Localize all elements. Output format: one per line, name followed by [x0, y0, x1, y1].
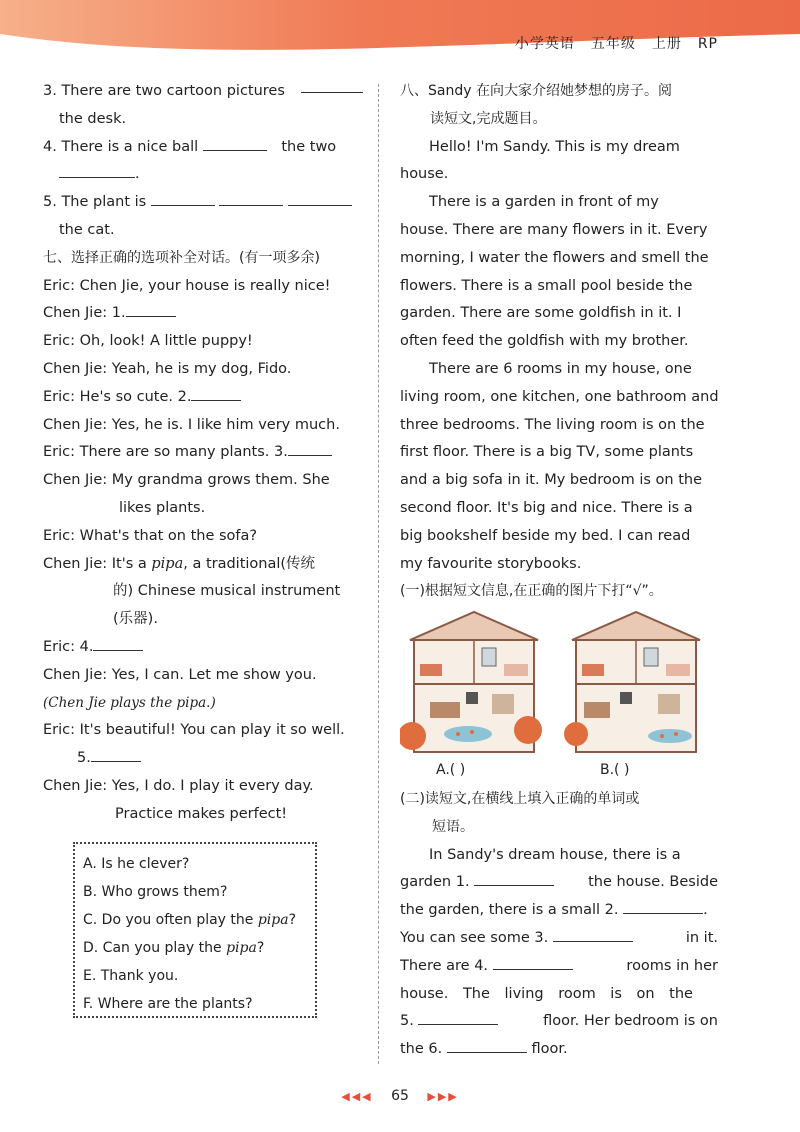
option-b: B. Who grows them? — [83, 884, 228, 900]
answer-blank[interactable] — [151, 191, 215, 206]
subsection-2-title-cont: 短语。 — [432, 818, 474, 835]
passage-line: three bedrooms. The living room is on the — [400, 416, 705, 433]
fill-text: . — [703, 902, 708, 919]
dialogue-line: Chen Jie: Yes, he is. I like him very much. — [43, 416, 340, 433]
fill-line: In Sandy's dream house, there is a — [429, 846, 681, 863]
subsection-1-title: (一)根据短文信息,在正确的图片下打“√”。 — [400, 583, 663, 600]
dialogue-text: Chen Jie: It's a — [43, 555, 152, 572]
dialogue-line — [43, 551, 363, 579]
italic-word: pipa — [226, 940, 257, 956]
option-text: ? — [256, 940, 265, 956]
passage-line: There are 6 rooms in my house, one — [429, 360, 692, 377]
section-8-title-cont: 读短文,完成题目。 — [430, 110, 547, 127]
fill-text: the 6. — [400, 1041, 443, 1058]
dialogue-text: 5. — [77, 750, 91, 767]
dialogue-line: Chen Jie: Yes, I can. Let me show you. — [43, 666, 317, 683]
dialogue-line — [43, 439, 363, 467]
q4-text-cont: the two — [281, 138, 337, 155]
passage-line: morning, I water the flowers and smell the — [400, 249, 709, 266]
fill-text: in it. — [685, 929, 718, 946]
passage-line: and a big sofa in it. My bedroom is on the — [400, 472, 703, 489]
fill-text: the house. Beside — [588, 874, 718, 891]
passage-line: There is a garden in front of my — [429, 194, 659, 211]
fill-line — [400, 897, 718, 925]
header-title — [499, 33, 718, 53]
dialogue-line: Chen Jie: My grandma grows them. She — [43, 472, 330, 489]
passage-line: often feed the goldfish with my brother. — [400, 333, 689, 350]
answer-blank[interactable] — [493, 955, 573, 970]
dialogue-line — [43, 300, 363, 328]
page-footer — [0, 1088, 800, 1104]
header-subject: 小学英语 — [514, 36, 575, 52]
fill-text: garden 1. — [400, 874, 470, 891]
fill-line — [400, 953, 718, 981]
right-column — [400, 78, 718, 606]
q3-text-cont: the desk. — [59, 110, 127, 127]
answer-blank[interactable] — [219, 191, 283, 206]
fill-text: You can see some 3. — [400, 929, 549, 946]
left-column — [43, 78, 363, 829]
option-text: C. Do you often play the — [83, 912, 258, 928]
dialogue-line-cont: 的) Chinese musical instrument — [113, 583, 341, 600]
answer-blank[interactable] — [191, 386, 241, 401]
fill-text: rooms in her — [626, 957, 718, 974]
answer-blank[interactable] — [418, 1010, 498, 1025]
header-volume: 上册 — [651, 36, 682, 52]
answer-blank[interactable] — [288, 441, 332, 456]
option-c — [83, 906, 309, 934]
dialogue-line: Chen Jie: Yes, I do. I play it every day. — [43, 777, 314, 794]
passage-line: Hello! I'm Sandy. This is my dream — [429, 138, 680, 155]
section-7-title: 七、选择正确的选项补全对话。(有一项多余) — [43, 249, 320, 266]
passage-line: big bookshelf beside my bed. I can read — [400, 527, 691, 544]
question-5 — [43, 189, 363, 217]
dialogue-line: Eric: What's that on the sofa? — [43, 527, 258, 544]
prev-arrows-icon: ◀◀◀ — [341, 1090, 373, 1103]
q5-text-cont: the cat. — [59, 221, 115, 238]
passage-line: first floor. There is a big TV, some plants — [400, 444, 694, 461]
house-picture-b[interactable] — [562, 608, 710, 756]
dialogue-line: Eric: Chen Jie, your house is really nice! — [43, 277, 331, 294]
passage-line: garden. There are some goldfish in it. I — [400, 305, 682, 322]
passage-line: my favourite storybooks. — [400, 555, 582, 572]
dialogue-line — [43, 384, 363, 412]
subsection-2-title: (二)读短文,在横线上填入正确的单词或 — [400, 791, 640, 807]
answer-blank[interactable] — [91, 747, 141, 762]
q4-text: 4. There is a nice ball — [43, 138, 199, 155]
option-d — [83, 934, 309, 962]
answer-blank[interactable] — [447, 1038, 527, 1053]
fill-line — [400, 925, 718, 953]
stage-direction: (Chen Jie plays the pipa.) — [43, 694, 216, 711]
answer-blank[interactable] — [126, 302, 176, 317]
fill-line — [400, 1036, 718, 1064]
q3-text: 3. There are two cartoon pictures — [43, 83, 285, 99]
dialogue-line: Eric: It's beautiful! You can play it so well. — [43, 722, 345, 739]
picture-b-label[interactable]: B.( ) — [600, 762, 630, 778]
option-f: F. Where are the plants? — [83, 996, 253, 1012]
dialogue-text: Eric: He's so cute. 2. — [43, 388, 192, 405]
option-e: E. Thank you. — [83, 968, 179, 984]
header-grade: 五年级 — [590, 36, 636, 52]
dialogue-line-cont: (乐器). — [113, 611, 158, 628]
dialogue-line: Chen Jie: Yeah, he is my dog, Fido. — [43, 360, 292, 377]
option-text: D. Can you play the — [83, 940, 227, 956]
fill-text: the garden, there is a small 2. — [400, 902, 619, 919]
q4-line2: . — [43, 161, 363, 189]
dialogue-line-cont: Practice makes perfect! — [115, 805, 288, 822]
header-publisher: RP — [697, 36, 718, 52]
passage-line: house. — [400, 166, 449, 183]
fill-line — [400, 869, 718, 897]
passage-line: flowers. There is a small pool beside the — [400, 277, 693, 294]
answer-blank[interactable] — [623, 899, 703, 914]
answer-blank[interactable] — [288, 191, 352, 206]
next-arrows-icon: ▶▶▶ — [427, 1090, 459, 1103]
answer-blank[interactable] — [203, 136, 267, 151]
fill-text: 5. — [400, 1013, 414, 1030]
fill-text: floor. Her bedroom is on — [543, 1013, 718, 1030]
dialogue-text: Chen Jie: 1. — [43, 305, 126, 322]
answer-blank[interactable] — [301, 78, 363, 93]
dialogue-text: , a traditional(传统 — [183, 555, 316, 572]
passage-line: second floor. It's big and nice. There is a — [400, 499, 693, 516]
question-3 — [43, 78, 363, 106]
dialogue-line — [43, 745, 363, 773]
house-picture-a[interactable] — [400, 608, 548, 756]
dialogue-line: Eric: Oh, look! A little puppy! — [43, 333, 253, 350]
column-divider — [378, 84, 379, 1064]
option-text: ? — [288, 912, 297, 928]
passage-line: house. There are many flowers in it. Every — [400, 221, 708, 238]
passage-line: living room, one kitchen, one bathroom and — [400, 388, 719, 405]
dialogue-line-cont: likes plants. — [119, 499, 206, 516]
fill-in-section — [400, 786, 718, 1064]
picture-a-label[interactable]: A.( ) — [436, 762, 466, 778]
italic-word: pipa — [151, 555, 184, 572]
page-header — [0, 0, 800, 62]
dialogue-text: Eric: There are so many plants. 3. — [43, 444, 288, 461]
answer-blank[interactable] — [474, 871, 554, 886]
question-4 — [43, 134, 363, 162]
options-box — [73, 842, 317, 1018]
q5-text: 5. The plant is — [43, 194, 147, 211]
italic-word: pipa — [257, 912, 289, 928]
page-number: 65 — [391, 1088, 409, 1104]
fill-line — [400, 1008, 718, 1036]
fill-line: house. The living room is on the — [400, 985, 693, 1002]
dialogue-line — [43, 634, 363, 662]
dialogue-text: Eric: 4. — [43, 638, 94, 655]
fill-text: There are 4. — [400, 957, 489, 974]
fill-text: floor. — [531, 1041, 568, 1058]
section-8-title: 八、Sandy 在向大家介绍她梦想的房子。阅 — [400, 83, 672, 99]
option-a: A. Is he clever? — [83, 856, 190, 872]
answer-blank[interactable] — [59, 163, 135, 178]
answer-blank[interactable] — [553, 927, 633, 942]
answer-blank[interactable] — [93, 636, 143, 651]
